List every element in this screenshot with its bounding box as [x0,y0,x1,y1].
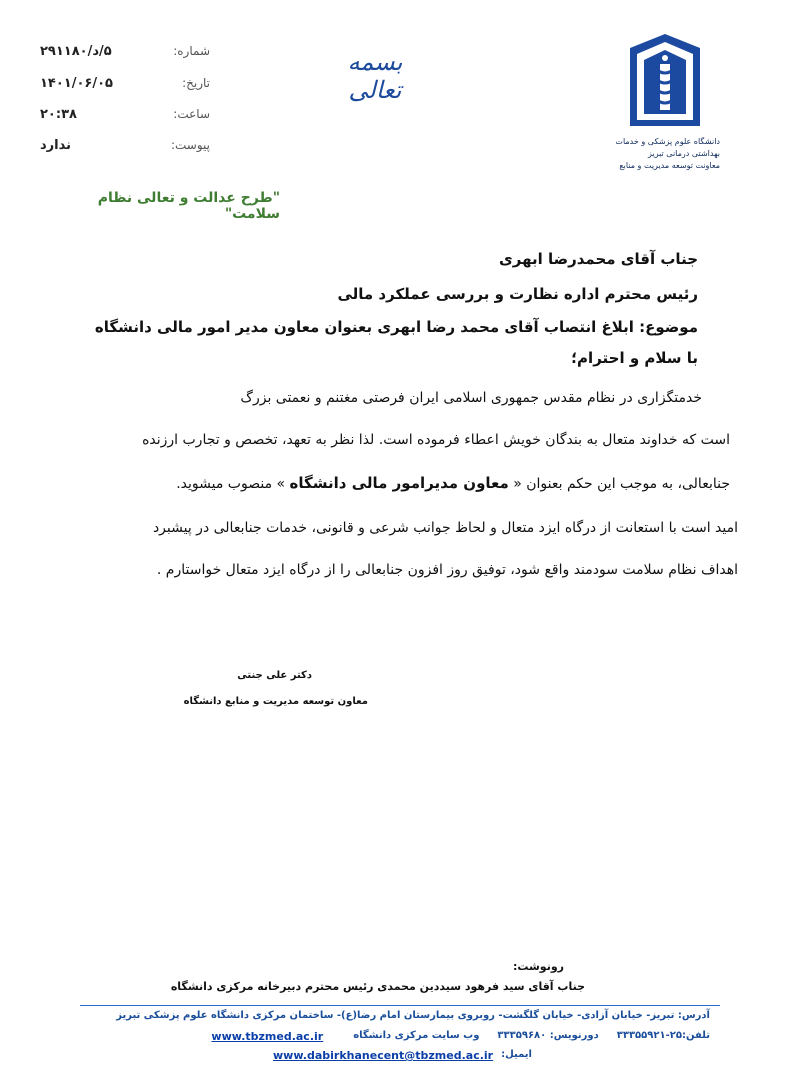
logo-caption-line-2: معاونت توسعه مدیریت و منابع [619,161,720,170]
signer-name: دکتر علی جنتی [237,670,312,681]
footer-email-row [273,1049,532,1062]
body-line-4: امید است با استعانت از درگاه ایزد متعال و لحاظ جوانب شرعی و قانونی، خدمات جنابعالی در پیشبرد [152,520,738,536]
body-line-2: است که خداوند متعال به بندگان خویش اعطاء فرموده است. لذا نظر به تعهد، تخصص و تجارب ارزنده [142,432,730,448]
footer-website-link[interactable]: www.tbzmed.ac.ir [211,1030,324,1043]
recipient: جناب آقای محمدرضا ابهری [499,250,698,268]
footer-phone: تلفن:۲۵-۳۳۳۵۵۹۲۱ [616,1030,710,1041]
meta-attachment [40,134,210,156]
meta-date-value: ۱۴۰۱/۰۶/۰۵ [40,75,113,91]
university-logo-icon [624,30,706,130]
appointed-role: معاون مدیرامور مالی دانشگاه [289,474,509,492]
logo-caption [600,136,720,172]
meta-attachment-label: پیوست: [170,138,210,152]
meta-time-label: ساعت: [173,107,210,121]
greeting: با سلام و احترام؛ [571,349,698,367]
meta-number-value: ۵/د/۲۹۱۱۸۰ [40,43,112,59]
body-line-5: اهداف نظام سلامت سودمند واقع شود، توفیق روز افزون جنابعالی را از درگاه ایزد متعال خواستارم . [156,562,738,578]
footer-address: آدرس: تبریز- خیابان آزادی- خیابان گلگشت- روبروی بیمارستان امام رضا(ع)- ساختمان مرکزی دانشگاه علوم پزشکی تبریز [116,1010,710,1021]
slogan: "طرح عدالت و تعالی نظام سلامت" [97,190,280,222]
body-line-3 [70,474,730,492]
meta-number-label: شماره: [173,44,210,58]
footer-contact-row [60,1030,710,1043]
meta-number [40,40,210,62]
body-line-1: خدمتگزاری در نظام مقدس جمهوری اسلامی ایران فرصتی مغتنم و نعمتی بزرگ [240,390,702,406]
meta-date-label: تاریخ: [182,76,210,90]
body-line-3-end: » منصوب میشوید. [176,476,290,492]
meta-time [40,103,210,125]
cc-label: رونوشت: [512,960,564,973]
meta-time-value: ۲۰:۳۸ [40,106,77,122]
meta-date [40,72,210,94]
meta-attachment-value: ندارد [40,137,72,153]
subject: موضوع: ابلاغ انتصاب آقای محمد رضا ابهری بعنوان معاون مدیر امور مالی دانشگاه [94,318,698,336]
footer-divider [80,1005,720,1006]
recipient-position: رئیس محترم اداره نظارت و بررسی عملکرد مالی [337,285,698,303]
footer-email-link[interactable]: www.dabirkhanecent@tbzmed.ac.ir [273,1049,494,1062]
basmala: بسمه تعالی [347,48,403,104]
footer-fax: دورنویس: ۳۳۳۵۹۶۸۰ [497,1030,599,1041]
logo-caption-line-1: دانشگاه علوم پزشکی و خدمات بهداشتی درمانی تبریز [615,137,720,158]
signer-title: معاون توسعه مدیریت و منابع دانشگاه [183,696,368,707]
footer-website-label: وب سایت مرکزی دانشگاه [353,1030,480,1041]
body-line-3-start: جنابعالی، به موجب این حکم بعنوان « [508,476,730,492]
footer-email-label: ایمیل: [501,1049,532,1060]
cc-line: جناب آقای سید فرهود سیددین محمدی رئیس محترم دبیرخانه مرکزی دانشگاه [170,980,585,993]
